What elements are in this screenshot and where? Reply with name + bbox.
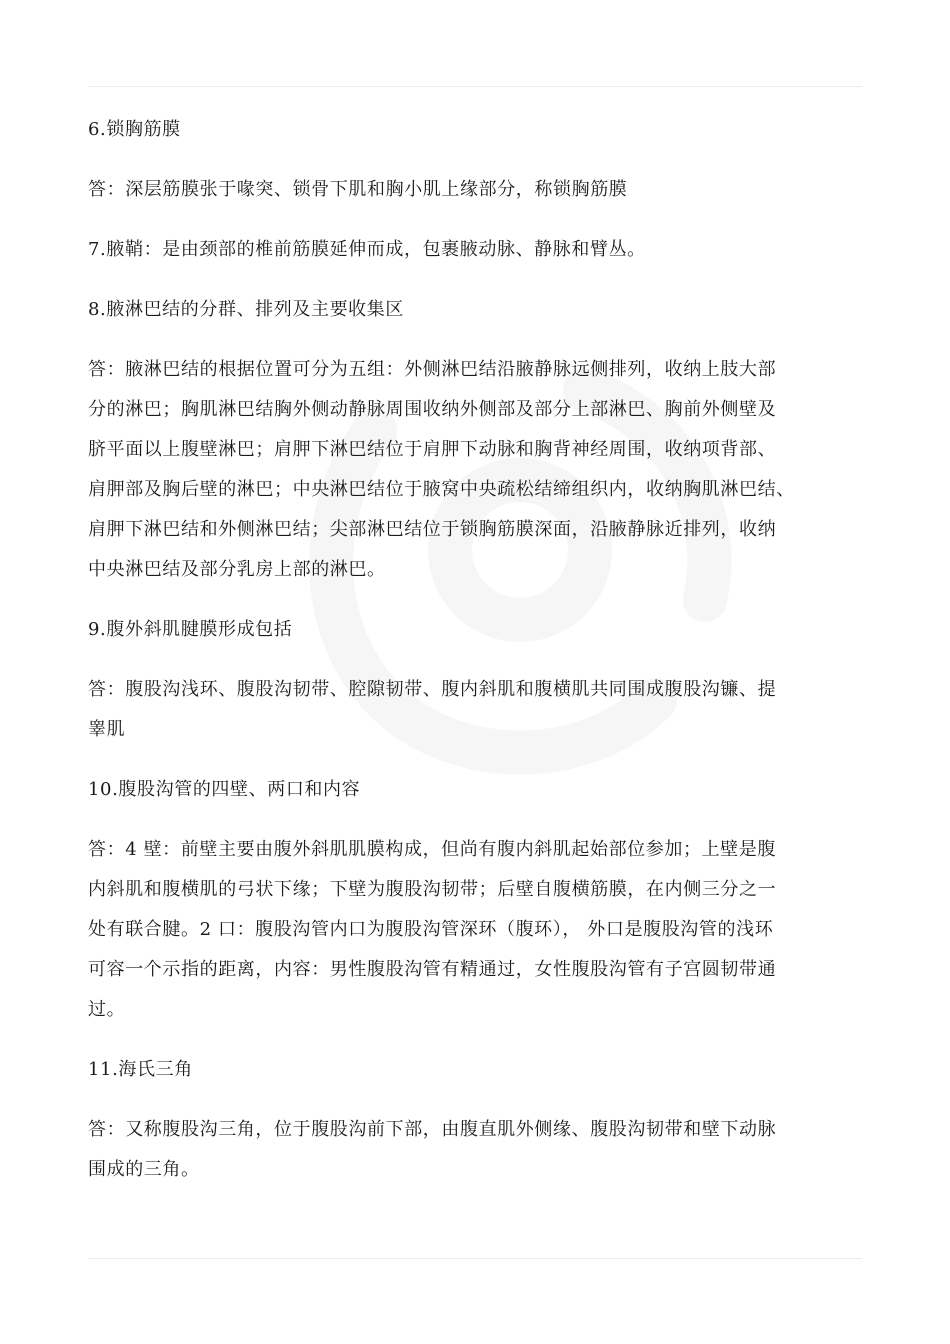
answer-text: 答：腋淋巴结的根据位置可分为五组：外侧淋巴结沿腋静脉远侧排列，收纳上肢大部 — [88, 359, 777, 380]
footer-divider — [88, 1258, 862, 1259]
answer-text: 中央淋巴结及部分乳房上部的淋巴。 — [88, 559, 386, 580]
answer-text: 处有联合腱。2 口：腹股沟管内口为腹股沟管深环（腹环）， 外口是腹股沟管的浅环 — [88, 919, 774, 940]
answer-text: 答：4 壁：前壁主要由腹外斜肌肌膜构成，但尚有腹内斜肌起始部位参加；上壁是腹 — [88, 839, 776, 860]
question-heading: 9.腹外斜肌腱膜形成包括 — [88, 619, 293, 640]
answer-text: 睾肌 — [88, 719, 126, 740]
answer-text: 答：腹股沟浅环、腹股沟韧带、腔隙韧带、腹内斜肌和腹横肌共同围成腹股沟镰、提 — [88, 679, 777, 700]
answer-text: 肩胛部及胸后壁的淋巴；中央淋巴结位于腋窝中央疏松结缔组织内，收纳胸肌淋巴结、 — [88, 479, 795, 500]
answer-text: 内斜肌和腹横肌的弓状下缘；下壁为腹股沟韧带；后壁自腹横筋膜，在内侧三分之一 — [88, 879, 777, 900]
answer-text: 可容一个示指的距离，内容：男性腹股沟管有精通过，女性腹股沟管有子宫圆韧带通 — [88, 959, 777, 980]
question-heading: 10.腹股沟管的四壁、两口和内容 — [88, 779, 361, 800]
question-heading: 7.腋鞘：是由颈部的椎前筋膜延伸而成，包裹腋动脉、静脉和臂丛。 — [88, 239, 646, 260]
answer-text: 肩胛下淋巴结和外侧淋巴结；尖部淋巴结位于锁胸筋膜深面，沿腋静脉近排列，收纳 — [88, 519, 777, 540]
question-heading: 6.锁胸筋膜 — [88, 119, 181, 140]
question-heading: 11.海氏三角 — [88, 1059, 193, 1080]
header-divider — [88, 86, 862, 87]
answer-text: 答：又称腹股沟三角，位于腹股沟前下部，由腹直肌外侧缘、腹股沟韧带和壁下动脉 — [88, 1119, 777, 1140]
answer-text: 围成的三角。 — [88, 1159, 200, 1180]
answer-text: 答：深层筋膜张于喙突、锁骨下肌和胸小肌上缘部分，称锁胸筋膜 — [88, 179, 628, 200]
answer-text: 脐平面以上腹壁淋巴；肩胛下淋巴结位于肩胛下动脉和胸背神经周围，收纳项背部、 — [88, 439, 777, 460]
answer-text: 分的淋巴；胸肌淋巴结胸外侧动静脉周围收纳外侧部及部分上部淋巴、胸前外侧壁及 — [88, 399, 777, 420]
question-heading: 8.腋淋巴结的分群、排列及主要收集区 — [88, 299, 404, 320]
answer-text: 过。 — [88, 999, 126, 1020]
